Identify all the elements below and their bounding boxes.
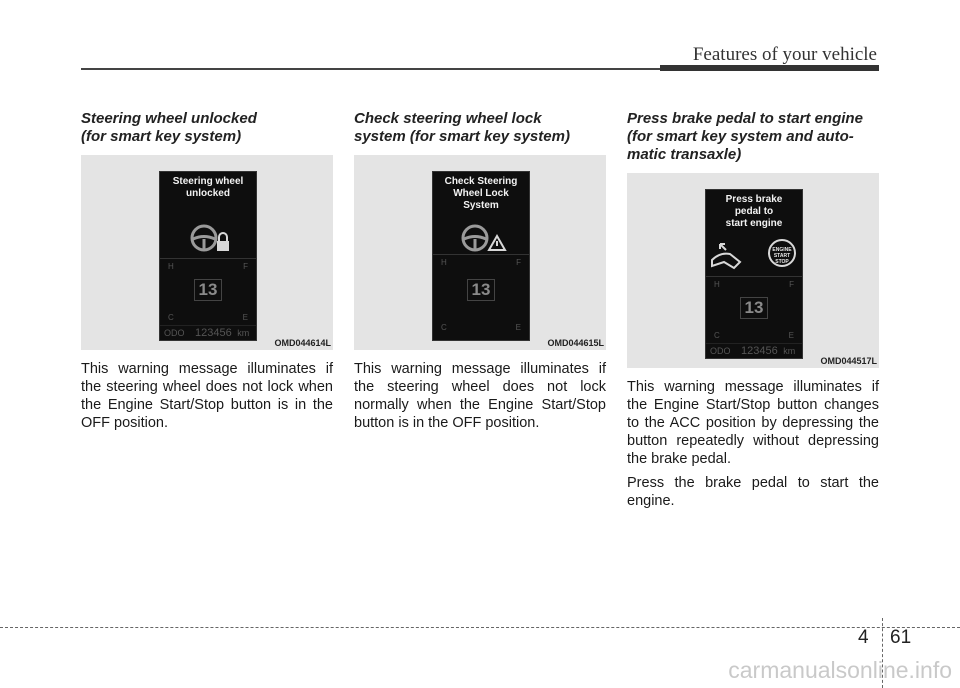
cluster-display <box>432 171 530 341</box>
body-paragraph: Press the brake pedal to start the engine. <box>627 475 879 509</box>
cluster-display <box>705 189 803 359</box>
instrument-cluster: H F 13 C E <box>706 276 802 343</box>
steering-wheel-icon <box>433 222 529 254</box>
steering-wheel-icon <box>160 222 256 254</box>
section-heading <box>627 110 879 164</box>
section-heading <box>81 110 333 146</box>
message-line: System <box>463 200 499 211</box>
message-line: Press brake <box>725 194 783 205</box>
figure-caption: OMD044615L <box>547 338 604 348</box>
heading-line: Steering wheel unlocked <box>81 110 257 127</box>
cluster-figure <box>354 155 606 350</box>
gear-indicator: 13 <box>740 297 768 319</box>
chapter-number: 4 <box>858 627 869 648</box>
display-message <box>433 176 529 212</box>
message-line: Check Steering <box>444 176 518 187</box>
page-header-title: Features of your vehicle <box>692 44 877 65</box>
heading-line: (for smart key system and auto- <box>627 128 854 145</box>
body-paragraph: This warning message illuminates if the steering wheel does not lock when the Engine Start/Stop button is in the OFF position. <box>81 361 333 431</box>
header-accent-bar <box>660 65 879 71</box>
section-heading <box>354 110 606 146</box>
section-check-steering-lock <box>354 110 606 432</box>
message-line: start engine <box>725 218 783 229</box>
gear-indicator: 13 <box>194 279 222 301</box>
heading-line: system (for smart key system) <box>354 128 570 145</box>
display-message <box>706 194 802 230</box>
odometer: ODO 123456 km <box>160 325 256 340</box>
heading-line: matic transaxle) <box>627 146 742 163</box>
figure-caption: OMD044614L <box>274 338 331 348</box>
page-number: 61 <box>890 627 912 648</box>
heading-line: Check steering wheel lock <box>354 110 542 127</box>
cluster-figure <box>627 173 879 368</box>
instrument-cluster: H F 13 C E <box>160 258 256 325</box>
heading-line: (for smart key system) <box>81 128 242 145</box>
body-paragraph: This warning message illuminates if the Engine Start/Stop button changes to the ACC position by depressing the button repeatedly without depressing the brake pedal. <box>627 379 879 467</box>
message-line: Steering wheel <box>172 176 244 187</box>
lock-icon <box>217 233 229 251</box>
message-line: Wheel Lock <box>453 188 509 199</box>
message-line: unlocked <box>186 188 230 199</box>
display-message <box>160 176 256 200</box>
heading-line: Press brake pedal to start engine <box>627 110 863 127</box>
watermark: carmanualsonline.info <box>728 657 952 683</box>
section-press-brake <box>627 110 879 510</box>
figure-caption: OMD044517L <box>820 356 877 366</box>
gear-indicator: 13 <box>467 279 495 301</box>
message-line: pedal to <box>734 206 774 217</box>
section-steering-unlocked <box>81 110 333 432</box>
cluster-display <box>159 171 257 341</box>
cluster-figure <box>81 155 333 350</box>
body-paragraph: This warning message illuminates if the steering wheel does not lock normally when the Engine Start/Stop button is in the OFF position. <box>354 361 606 431</box>
footer-rule <box>0 627 960 628</box>
warning-triangle-icon <box>489 236 505 250</box>
engine-start-stop-icon: ENGINE START STOP <box>768 239 796 267</box>
brake-pedal-icon <box>706 234 802 274</box>
odometer: ODO 123456 km <box>706 343 802 358</box>
instrument-cluster: H F 13 C E <box>433 254 529 335</box>
